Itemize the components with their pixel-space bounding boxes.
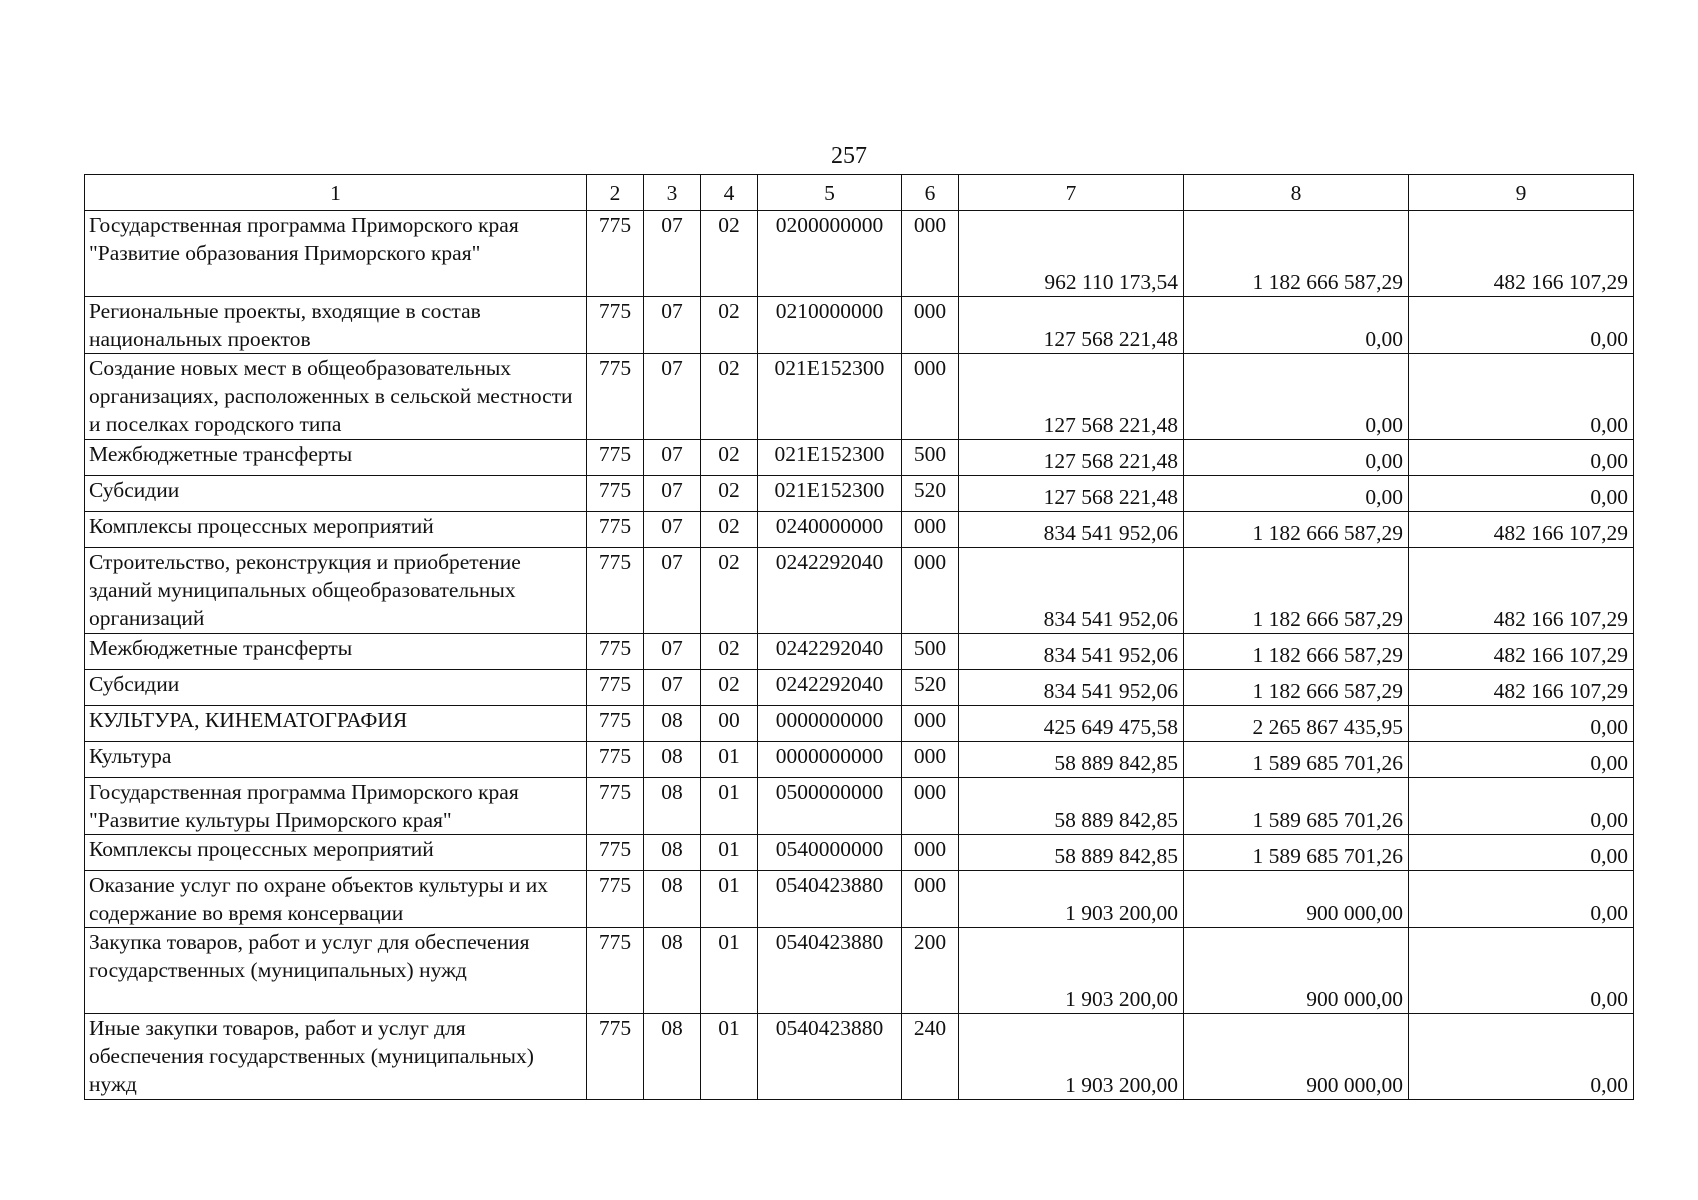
code-cell-3: 08 — [644, 871, 701, 928]
code-cell-4: 00 — [701, 706, 758, 742]
column-header: 1 — [85, 175, 587, 211]
amount-cell-9: 0,00 — [1409, 440, 1634, 476]
table-row — [85, 778, 1634, 835]
code-cell-2: 775 — [587, 835, 644, 871]
code-cell-5: 021E152300 — [758, 354, 902, 440]
code-cell-2: 775 — [587, 928, 644, 1014]
amount-cell-7: 834 541 952,06 — [959, 634, 1184, 670]
amount-cell-9: 482 166 107,29 — [1409, 512, 1634, 548]
amount-cell-7: 127 568 221,48 — [959, 297, 1184, 354]
table-row — [85, 476, 1634, 512]
amount-cell-9: 482 166 107,29 — [1409, 548, 1634, 634]
table-row — [85, 706, 1634, 742]
code-cell-5: 0242292040 — [758, 670, 902, 706]
code-cell-4: 01 — [701, 871, 758, 928]
amount-cell-8: 1 589 685 701,26 — [1184, 835, 1409, 871]
amount-cell-8: 1 589 685 701,26 — [1184, 742, 1409, 778]
code-cell-5: 021E152300 — [758, 440, 902, 476]
row-name-cell: Межбюджетные трансферты — [85, 634, 587, 670]
amount-cell-9: 0,00 — [1409, 742, 1634, 778]
code-cell-6: 240 — [902, 1014, 959, 1100]
amount-cell-9: 482 166 107,29 — [1409, 670, 1634, 706]
table-row — [85, 634, 1634, 670]
column-header: 7 — [959, 175, 1184, 211]
column-number-row — [85, 175, 1634, 211]
amount-cell-8: 900 000,00 — [1184, 1014, 1409, 1100]
column-header: 5 — [758, 175, 902, 211]
code-cell-5: 0242292040 — [758, 634, 902, 670]
code-cell-2: 775 — [587, 354, 644, 440]
code-cell-6: 000 — [902, 512, 959, 548]
code-cell-2: 775 — [587, 778, 644, 835]
amount-cell-7: 962 110 173,54 — [959, 211, 1184, 297]
column-header: 9 — [1409, 175, 1634, 211]
row-name-cell: Комплексы процессных мероприятий — [85, 835, 587, 871]
amount-cell-7: 834 541 952,06 — [959, 670, 1184, 706]
amount-cell-9: 0,00 — [1409, 476, 1634, 512]
row-name-cell: Иные закупки товаров, работ и услуг для обеспечения государственных (муниципальных) нужд — [85, 1014, 587, 1100]
table-row — [85, 670, 1634, 706]
row-name-cell: Региональные проекты, входящие в состав национальных проектов — [85, 297, 587, 354]
code-cell-6: 500 — [902, 634, 959, 670]
amount-cell-9: 0,00 — [1409, 835, 1634, 871]
row-name-cell: Субсидии — [85, 670, 587, 706]
code-cell-6: 000 — [902, 297, 959, 354]
code-cell-4: 02 — [701, 634, 758, 670]
code-cell-3: 07 — [644, 548, 701, 634]
amount-cell-8: 1 182 666 587,29 — [1184, 634, 1409, 670]
code-cell-3: 07 — [644, 512, 701, 548]
amount-cell-9: 482 166 107,29 — [1409, 211, 1634, 297]
code-cell-3: 08 — [644, 1014, 701, 1100]
code-cell-5: 0000000000 — [758, 742, 902, 778]
amount-cell-7: 58 889 842,85 — [959, 778, 1184, 835]
amount-cell-7: 1 903 200,00 — [959, 1014, 1184, 1100]
code-cell-6: 200 — [902, 928, 959, 1014]
row-name-cell: КУЛЬТУРА, КИНЕМАТОГРАФИЯ — [85, 706, 587, 742]
table-row — [85, 297, 1634, 354]
table-row — [85, 211, 1634, 297]
amount-cell-7: 1 903 200,00 — [959, 928, 1184, 1014]
row-name-cell: Создание новых мест в общеобразовательных организациях, расположенных в сельской местности и поселках городского типа — [85, 354, 587, 440]
column-header: 6 — [902, 175, 959, 211]
code-cell-2: 775 — [587, 476, 644, 512]
amount-cell-7: 834 541 952,06 — [959, 512, 1184, 548]
table-row — [85, 742, 1634, 778]
table-row — [85, 871, 1634, 928]
amount-cell-8: 1 182 666 587,29 — [1184, 670, 1409, 706]
code-cell-2: 775 — [587, 706, 644, 742]
amount-cell-7: 58 889 842,85 — [959, 742, 1184, 778]
amount-cell-9: 0,00 — [1409, 928, 1634, 1014]
code-cell-6: 000 — [902, 742, 959, 778]
code-cell-3: 08 — [644, 742, 701, 778]
code-cell-6: 520 — [902, 670, 959, 706]
table-row — [85, 835, 1634, 871]
code-cell-5: 0210000000 — [758, 297, 902, 354]
code-cell-4: 02 — [701, 354, 758, 440]
code-cell-3: 08 — [644, 835, 701, 871]
code-cell-6: 000 — [902, 778, 959, 835]
code-cell-4: 01 — [701, 928, 758, 1014]
amount-cell-8: 1 182 666 587,29 — [1184, 512, 1409, 548]
code-cell-5: 0500000000 — [758, 778, 902, 835]
code-cell-5: 021E152300 — [758, 476, 902, 512]
table-row — [85, 354, 1634, 440]
column-header: 2 — [587, 175, 644, 211]
amount-cell-7: 127 568 221,48 — [959, 476, 1184, 512]
row-name-cell: Государственная программа Приморского края "Развитие образования Приморского края" — [85, 211, 587, 297]
column-header: 4 — [701, 175, 758, 211]
row-name-cell: Межбюджетные трансферты — [85, 440, 587, 476]
code-cell-2: 775 — [587, 512, 644, 548]
code-cell-5: 0540423880 — [758, 1014, 902, 1100]
amount-cell-8: 2 265 867 435,95 — [1184, 706, 1409, 742]
code-cell-5: 0200000000 — [758, 211, 902, 297]
code-cell-4: 01 — [701, 1014, 758, 1100]
code-cell-2: 775 — [587, 670, 644, 706]
row-name-cell: Государственная программа Приморского края "Развитие культуры Приморского края" — [85, 778, 587, 835]
code-cell-2: 775 — [587, 297, 644, 354]
amount-cell-9: 0,00 — [1409, 354, 1634, 440]
code-cell-4: 02 — [701, 211, 758, 297]
amount-cell-8: 1 182 666 587,29 — [1184, 211, 1409, 297]
code-cell-4: 01 — [701, 835, 758, 871]
amount-cell-8: 0,00 — [1184, 440, 1409, 476]
code-cell-4: 02 — [701, 670, 758, 706]
amount-cell-7: 425 649 475,58 — [959, 706, 1184, 742]
row-name-cell: Культура — [85, 742, 587, 778]
code-cell-4: 01 — [701, 742, 758, 778]
amount-cell-7: 58 889 842,85 — [959, 835, 1184, 871]
code-cell-2: 775 — [587, 440, 644, 476]
table-row — [85, 440, 1634, 476]
page-number: 257 — [831, 143, 867, 169]
code-cell-4: 02 — [701, 512, 758, 548]
column-header: 3 — [644, 175, 701, 211]
amount-cell-8: 1 182 666 587,29 — [1184, 548, 1409, 634]
amount-cell-8: 900 000,00 — [1184, 928, 1409, 1014]
row-name-cell: Строительство, реконструкция и приобретение зданий муниципальных общеобразовательных организаций — [85, 548, 587, 634]
code-cell-2: 775 — [587, 634, 644, 670]
amount-cell-9: 0,00 — [1409, 706, 1634, 742]
code-cell-2: 775 — [587, 871, 644, 928]
amount-cell-7: 127 568 221,48 — [959, 354, 1184, 440]
code-cell-4: 02 — [701, 548, 758, 634]
amount-cell-7: 127 568 221,48 — [959, 440, 1184, 476]
amount-cell-9: 0,00 — [1409, 1014, 1634, 1100]
code-cell-6: 000 — [902, 871, 959, 928]
code-cell-2: 775 — [587, 548, 644, 634]
code-cell-3: 07 — [644, 670, 701, 706]
code-cell-3: 07 — [644, 440, 701, 476]
budget-table — [84, 174, 1634, 1100]
amount-cell-8: 0,00 — [1184, 476, 1409, 512]
code-cell-5: 0540000000 — [758, 835, 902, 871]
code-cell-3: 08 — [644, 778, 701, 835]
code-cell-6: 000 — [902, 211, 959, 297]
code-cell-5: 0540423880 — [758, 928, 902, 1014]
code-cell-3: 07 — [644, 297, 701, 354]
code-cell-2: 775 — [587, 211, 644, 297]
row-name-cell: Комплексы процессных мероприятий — [85, 512, 587, 548]
code-cell-6: 000 — [902, 835, 959, 871]
amount-cell-9: 0,00 — [1409, 778, 1634, 835]
code-cell-5: 0540423880 — [758, 871, 902, 928]
row-name-cell: Оказание услуг по охране объектов культуры и их содержание во время консервации — [85, 871, 587, 928]
code-cell-3: 07 — [644, 354, 701, 440]
code-cell-4: 02 — [701, 440, 758, 476]
code-cell-2: 775 — [587, 742, 644, 778]
code-cell-3: 08 — [644, 706, 701, 742]
code-cell-5: 0240000000 — [758, 512, 902, 548]
amount-cell-9: 482 166 107,29 — [1409, 634, 1634, 670]
amount-cell-7: 834 541 952,06 — [959, 548, 1184, 634]
code-cell-4: 01 — [701, 778, 758, 835]
code-cell-6: 000 — [902, 706, 959, 742]
code-cell-3: 07 — [644, 634, 701, 670]
code-cell-3: 07 — [644, 476, 701, 512]
code-cell-3: 08 — [644, 928, 701, 1014]
table-row — [85, 928, 1634, 1014]
table-row — [85, 548, 1634, 634]
amount-cell-9: 0,00 — [1409, 297, 1634, 354]
amount-cell-8: 0,00 — [1184, 297, 1409, 354]
code-cell-6: 500 — [902, 440, 959, 476]
amount-cell-8: 0,00 — [1184, 354, 1409, 440]
amount-cell-7: 1 903 200,00 — [959, 871, 1184, 928]
code-cell-2: 775 — [587, 1014, 644, 1100]
column-header: 8 — [1184, 175, 1409, 211]
code-cell-4: 02 — [701, 476, 758, 512]
code-cell-5: 0242292040 — [758, 548, 902, 634]
code-cell-6: 000 — [902, 548, 959, 634]
table-row — [85, 512, 1634, 548]
row-name-cell: Субсидии — [85, 476, 587, 512]
code-cell-3: 07 — [644, 211, 701, 297]
code-cell-5: 0000000000 — [758, 706, 902, 742]
code-cell-4: 02 — [701, 297, 758, 354]
table-row — [85, 1014, 1634, 1100]
code-cell-6: 520 — [902, 476, 959, 512]
amount-cell-9: 0,00 — [1409, 871, 1634, 928]
amount-cell-8: 900 000,00 — [1184, 871, 1409, 928]
code-cell-6: 000 — [902, 354, 959, 440]
row-name-cell: Закупка товаров, работ и услуг для обеспечения государственных (муниципальных) нужд — [85, 928, 587, 1014]
amount-cell-8: 1 589 685 701,26 — [1184, 778, 1409, 835]
